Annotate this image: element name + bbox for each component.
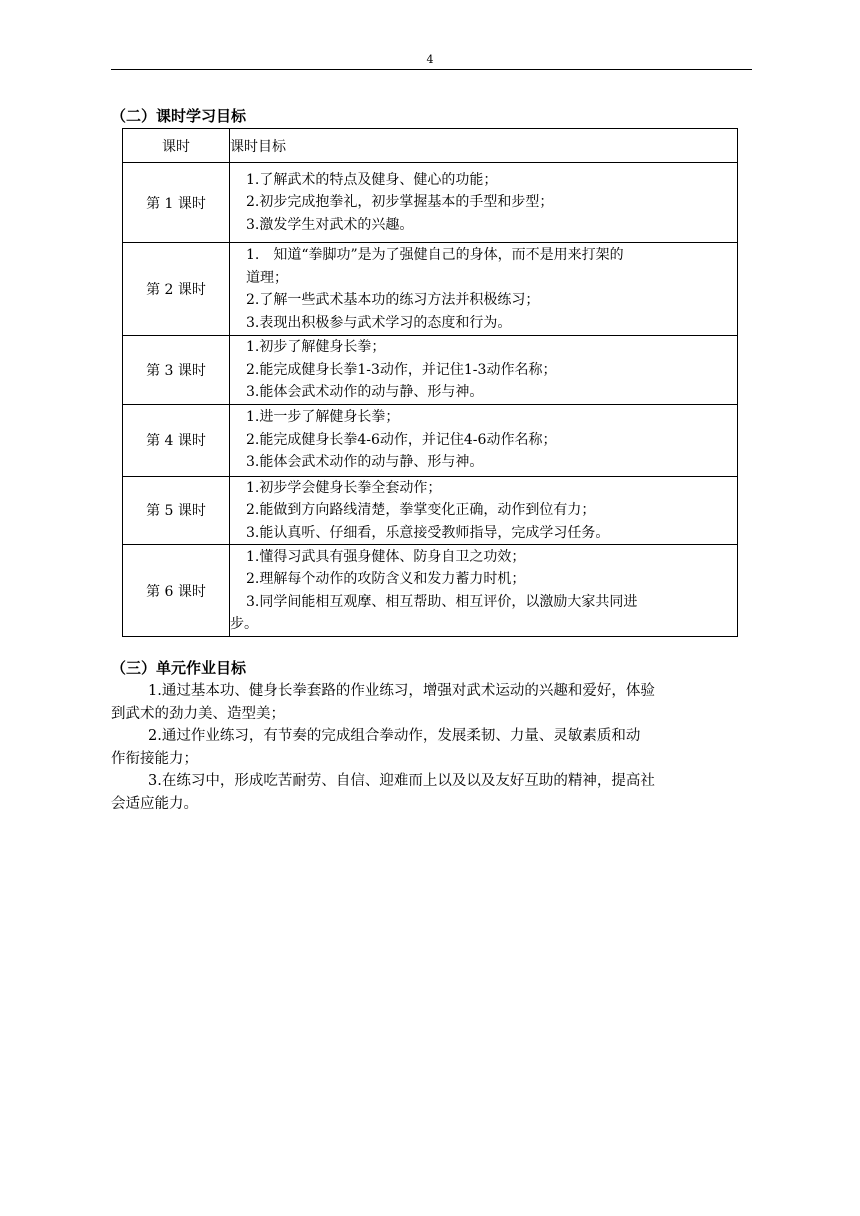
table-row bbox=[123, 404, 738, 476]
goal-line: 3.表现出积极参与武术学习的态度和行为。 bbox=[246, 314, 512, 331]
homework-goal-paragraph bbox=[111, 680, 752, 725]
goal-line: 3.能认真听、仔细看，乐意接受教师指导，完成学习任务。 bbox=[246, 524, 610, 541]
goal-line: 2.初步完成抱拳礼，初步掌握基本的手型和步型； bbox=[246, 194, 554, 211]
goal-line: 2.能完成健身长拳1-3动作，并记住1-3动作名称； bbox=[246, 361, 557, 378]
table-row bbox=[123, 476, 738, 545]
goal-line: 1.初步学会健身长拳全套动作； bbox=[246, 479, 442, 496]
goal-line: 2.理解每个动作的攻防含义和发力蓄力时机； bbox=[246, 571, 526, 587]
goal-line: 1.了解武术的特点及健身、健心的功能； bbox=[246, 171, 498, 188]
lesson-cell: 第 4 课时 bbox=[123, 404, 230, 476]
lesson-cell: 第 1 课时 bbox=[123, 163, 230, 243]
goals-cell bbox=[230, 163, 738, 243]
goal-line: 3.能体会武术动作的动与静、形与神。 bbox=[246, 454, 484, 471]
table-row bbox=[123, 545, 738, 637]
header-goals: 课时目标 bbox=[230, 129, 738, 163]
section-heading-lesson-goals: （二）课时学习目标 bbox=[111, 107, 247, 125]
goal-line: 道理； bbox=[246, 269, 288, 286]
header-lesson: 课时 bbox=[123, 129, 230, 163]
paragraph-line: 3.在练习中，形成吃苦耐劳、自信、迎难而上以及以及友好互助的精神，提高社 bbox=[148, 773, 655, 789]
homework-goal-paragraph bbox=[111, 770, 752, 815]
paragraph-line: 作衔接能力； bbox=[111, 750, 198, 767]
table-header-row bbox=[123, 129, 738, 163]
lesson-cell: 第 5 课时 bbox=[123, 476, 230, 545]
paragraph-line: 2.通过作业练习，有节奏的完成组合拳动作，发展柔韧、力量、灵敏素质和动 bbox=[148, 728, 641, 744]
goals-cell bbox=[230, 476, 738, 545]
goal-line: 3.能体会武术动作的动与静、形与神。 bbox=[246, 384, 484, 400]
header-rule bbox=[111, 69, 752, 70]
paragraph-line: 1.通过基本功、健身长拳套路的作业练习，增强对武术运动的兴趣和爱好，体验 bbox=[148, 683, 655, 699]
goals-cell bbox=[230, 545, 738, 637]
table-row bbox=[123, 243, 738, 336]
goal-line: 1.进一步了解健身长拳； bbox=[246, 409, 400, 426]
lesson-cell: 第 6 课时 bbox=[123, 545, 230, 637]
goal-line: 步。 bbox=[230, 616, 258, 632]
goals-cell bbox=[230, 404, 738, 476]
goal-line: 1.初步了解健身长拳； bbox=[246, 339, 386, 355]
goal-line: 1.懂得习武具有强身健体、防身自卫之功效； bbox=[246, 548, 526, 565]
paragraph-line: 到武术的劲力美、造型美； bbox=[111, 705, 285, 722]
goals-cell bbox=[230, 336, 738, 405]
goal-line: 2.能做到方向路线清楚，拳掌变化正确，动作到位有力； bbox=[246, 502, 596, 518]
table-row bbox=[123, 336, 738, 405]
lesson-goals-table bbox=[122, 128, 738, 637]
lesson-cell: 第 2 课时 bbox=[123, 243, 230, 336]
lesson-cell: 第 3 课时 bbox=[123, 336, 230, 405]
goal-line: 2.能完成健身长拳4-6动作，并记住4-6动作名称； bbox=[246, 431, 557, 448]
homework-goal-paragraph bbox=[111, 725, 752, 770]
goals-cell bbox=[230, 243, 738, 336]
page-number: 4 bbox=[426, 53, 434, 66]
goal-line: 2.了解一些武术基本功的练习方法并积极练习； bbox=[246, 292, 540, 308]
goal-line: 1. 知道“拳脚功”是为了强健自己的身体，而不是用来打架的 bbox=[246, 247, 624, 263]
section-heading-homework-goals: （三）单元作业目标 bbox=[111, 659, 247, 677]
goal-line: 3.激发学生对武术的兴趣。 bbox=[246, 216, 414, 233]
table-row bbox=[123, 163, 738, 243]
paragraph-line: 会适应能力。 bbox=[111, 795, 198, 812]
goal-line: 3.同学间能相互观摩、相互帮助、相互评价，以激励大家共同进 bbox=[246, 593, 638, 610]
